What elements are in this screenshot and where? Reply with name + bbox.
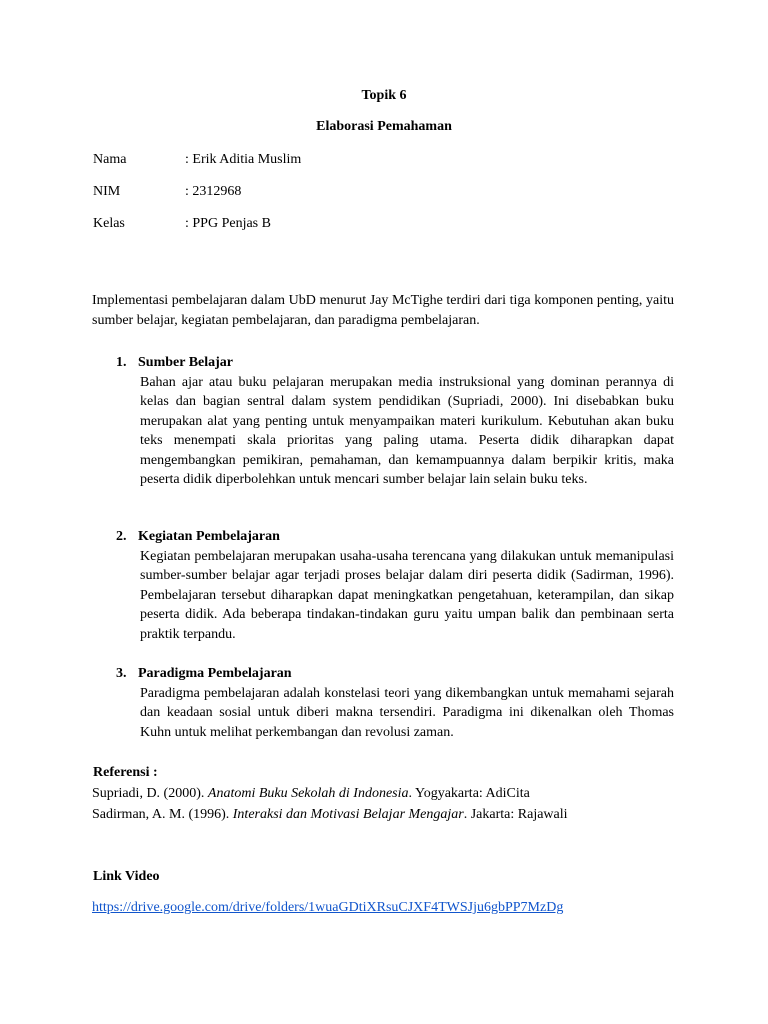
identity-row-kelas bbox=[93, 216, 271, 232]
identity-label: Kelas bbox=[93, 216, 125, 231]
reference-author: Sadirman, A. M. (1996). bbox=[92, 807, 233, 822]
video-link-title: Link Video bbox=[93, 869, 160, 884]
section-body: Kegiatan pembelajaran merupakan usaha-usaha terencana yang dilakukan untuk memanipulasi sumber-sumber belajar agar terjadi proses belajar dalam diri peserta didik (Sadirman, 1996). Pembelajaran tersebut diharapkan dapat meningkatkan pengetahuan, keterampilan, dan sikap peserta didik. Ada beberapa tindakan-tindakan guru yaitu umpan balik dan pembinaan serta praktik terpandu. bbox=[140, 548, 674, 642]
reference-book-title: Interaksi dan Motivasi Belajar Mengajar bbox=[232, 807, 464, 822]
identity-value: : PPG Penjas B bbox=[185, 216, 271, 231]
section-heading bbox=[116, 527, 674, 547]
page-title: Elaborasi Pemahaman bbox=[316, 119, 452, 134]
section-number: 3. bbox=[116, 666, 127, 681]
reference-book-title: Anatomi Buku Sekolah di Indonesia bbox=[207, 786, 409, 801]
section-body: Bahan ajar atau buku pelajaran merupakan media instruksional yang dominan perannya di kelas dan bagian sentral dalam system pendidikan (Supriadi, 2000). Ini disebabkan buku merupakan alat yang penting untuk menyampaikan materi kurikulum. Kebutuhan akan buku teks menempati skala prioritas yang paling utama. Peserta didik diharapkan dapat mengembangkan pemikiran, pemahaman, dan kemampuannya dalam berpikir kritis, maka peserta didik diperbolehkan untuk mencari sumber belajar lain selain buku teks. bbox=[140, 374, 674, 487]
reference-publisher: . Yogyakarta: AdiCita bbox=[408, 786, 530, 801]
section-title: Kegiatan Pembelajaran bbox=[138, 529, 280, 544]
reference-publisher: . Jakarta: Rajawali bbox=[463, 807, 568, 822]
references-title: Referensi : bbox=[93, 765, 158, 780]
identity-label: Nama bbox=[93, 152, 127, 167]
section-number: 1. bbox=[116, 355, 127, 370]
identity-label: NIM bbox=[93, 184, 121, 199]
identity-row-nim bbox=[93, 184, 241, 200]
section-body: Paradigma pembelajaran adalah konstelasi teori yang dikembangkan untuk memahami sejarah dan keadaan sosial untuk diberi makna tersendiri. Paradigma ini dikenalkan oleh Thomas Kuhn untuk melihat perkembangan dan revolusi zaman. bbox=[140, 685, 674, 740]
section-title: Sumber Belajar bbox=[138, 355, 234, 370]
identity-row-nama bbox=[93, 152, 301, 168]
section-paradigma-pembelajaran bbox=[116, 664, 674, 742]
topic-heading: Topik 6 bbox=[361, 88, 407, 103]
identity-value: : Erik Aditia Muslim bbox=[185, 152, 302, 167]
section-title: Paradigma Pembelajaran bbox=[138, 666, 292, 681]
video-link[interactable]: https://drive.google.com/drive/folders/1wuaGDtiXRsuCJXF4TWSJju6gbPP7MzDg bbox=[92, 900, 564, 915]
reference-item bbox=[92, 807, 568, 823]
section-heading bbox=[116, 664, 674, 684]
section-number: 2. bbox=[116, 529, 127, 544]
section-sumber-belajar bbox=[116, 353, 674, 490]
section-heading bbox=[116, 353, 674, 373]
reference-author: Supriadi, D. (2000). bbox=[92, 786, 208, 801]
section-kegiatan-pembelajaran bbox=[116, 527, 674, 644]
identity-value: : 2312968 bbox=[185, 184, 242, 199]
reference-item bbox=[92, 786, 530, 802]
intro-paragraph: Implementasi pembelajaran dalam UbD menurut Jay McTighe terdiri dari tiga komponen penting, yaitu sumber belajar, kegiatan pembelajaran, dan paradigma pembelajaran. bbox=[92, 293, 674, 328]
